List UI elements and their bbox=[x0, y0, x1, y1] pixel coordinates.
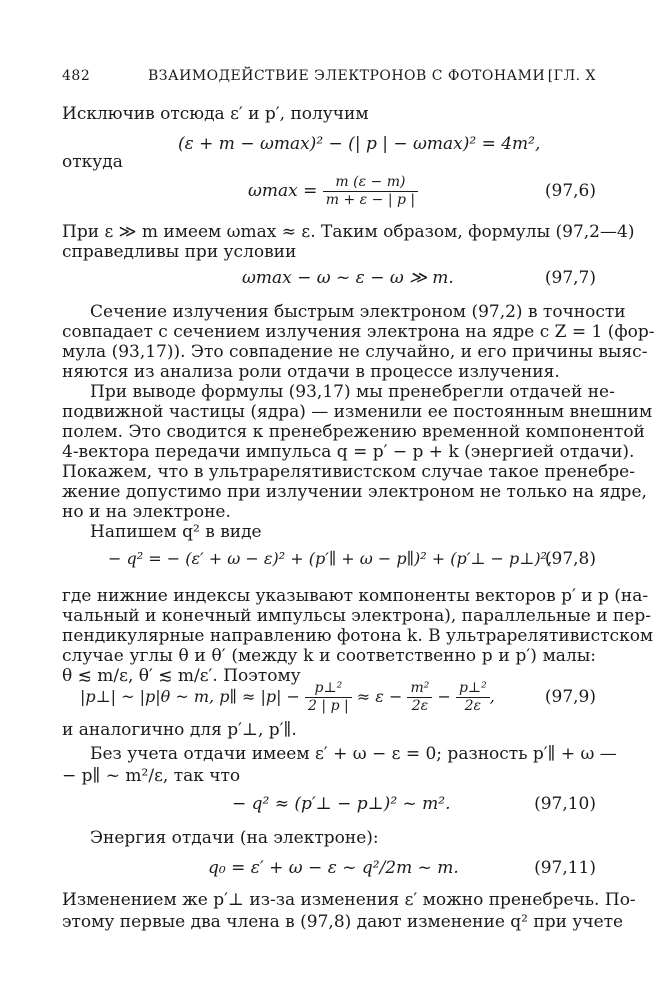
denominator: 2ε bbox=[456, 697, 490, 715]
text-line: Исключив отсюда ε′ и p′, получим bbox=[62, 104, 369, 124]
text-line: мула (93,17)). Это совпадение не случайно, и его причины выяс- bbox=[62, 342, 648, 362]
equation-97-10: − q² ≈ (p′⊥ − p⊥)² ~ m². bbox=[232, 794, 451, 814]
text-line: − p∥ ~ m²/ε, так что bbox=[62, 766, 241, 786]
equation-number: (97,6) bbox=[544, 181, 596, 201]
eq-part: − bbox=[437, 687, 451, 706]
text-line: совпадает с сечением излучения электрона на ядре с Z = 1 (фор- bbox=[62, 322, 655, 342]
equation-number: (97,9) bbox=[544, 687, 596, 707]
equation-97-11: q₀ = ε′ + ω − ε ~ q²/2m ~ m. bbox=[208, 858, 459, 878]
equation-97-8: − q² = − (ε′ + ω − ε)² + (p′∥ + ω − p∥)² + (p′⊥ − p⊥)², bbox=[108, 549, 553, 568]
text-line: Сечение излучения быстрым электроном (97,2) в точности bbox=[90, 302, 626, 322]
running-title: ВЗАИМОДЕЙСТВИЕ ЭЛЕКТРОНОВ С ФОТОНАМИ bbox=[148, 68, 546, 84]
chapter-label: [ГЛ. X bbox=[547, 68, 596, 84]
text-line: 4-вектора передачи импульса q = p′ − p + k (энергией отдачи). bbox=[62, 442, 635, 462]
text-line: няются из анализа роли отдачи в процессе излучения. bbox=[62, 362, 560, 382]
text-line: и аналогично для p′⊥, p′∥. bbox=[62, 720, 297, 740]
equation-number: (97,11) bbox=[534, 858, 596, 878]
text-line: этому первые два члена в (97,8) дают изменение q² при учете bbox=[62, 912, 624, 932]
numerator: p⊥² bbox=[458, 680, 487, 696]
fraction bbox=[305, 680, 352, 715]
equation-number: (97,10) bbox=[534, 794, 596, 814]
fraction bbox=[407, 680, 432, 715]
equation-number: (97,7) bbox=[544, 268, 596, 288]
text-line: но и на электроне. bbox=[62, 502, 231, 522]
page-number: 482 bbox=[62, 68, 91, 84]
fraction bbox=[456, 680, 490, 715]
denominator: 2ε bbox=[407, 697, 432, 715]
equation-97-7: ωmax − ω ~ ε − ω ≫ m. bbox=[242, 268, 454, 288]
text-line: полем. Это сводится к пренебрежению временной компонентой bbox=[62, 422, 645, 442]
text-line: Напишем q² в виде bbox=[90, 522, 262, 542]
text-line: Энергия отдачи (на электроне): bbox=[90, 828, 379, 848]
fraction bbox=[323, 174, 418, 209]
equation-number: (97,8) bbox=[544, 549, 596, 569]
equation-97-6 bbox=[248, 172, 418, 210]
denominator: 2 | p | bbox=[305, 697, 352, 715]
numerator: p⊥² bbox=[314, 680, 343, 696]
eq-lhs: ωmax = bbox=[248, 181, 318, 201]
text-line: случае углы θ и θ′ (между k и соответственно p и p′) малы: bbox=[62, 646, 596, 666]
text-line: подвижной частицы (ядра) — изменили ее постоянным внешним bbox=[62, 402, 653, 422]
text-line: жение допустимо при излучении электроном не только на ядре, bbox=[62, 482, 647, 502]
eq-part: ≈ ε − bbox=[356, 687, 403, 706]
text-line: справедливы при условии bbox=[62, 242, 297, 262]
text-line: Покажем, что в ультрарелятивистском случае такое пренебре- bbox=[62, 462, 635, 482]
text-line: θ ≲ m/ε, θ′ ≲ m/ε′. Поэтому bbox=[62, 666, 301, 686]
denominator: m + ε − | p | bbox=[323, 191, 418, 209]
numerator: m (ε − m) bbox=[335, 174, 406, 190]
equation-97-9: |p⊥| ~ |p|θ ~ m, p∥ ≈ |p| − $\frac{\text{p⊥²}}{2 | p |}$ ≈ ε − $\frac{\text{m²}}{2\varepsilon}$ − $\frac{\text{p⊥²}}{2\varepsilon}$ , bbox=[80, 680, 495, 714]
text-line: Изменением же p′⊥ из-за изменения ε′ можно пренебречь. По- bbox=[62, 890, 636, 910]
text-line: При ε ≫ m имеем ωmax ≈ ε. Таким образом, формулы (97,2—4) bbox=[62, 222, 635, 242]
text-line: При выводе формулы (93,17) мы пренебрегли отдачей не- bbox=[90, 382, 615, 402]
text-line: чальный и конечный импульсы электрона), параллельные и пер- bbox=[62, 606, 651, 626]
equation-unnumbered: (ε + m − ωmax)² − (| p | − ωmax)² = 4m², bbox=[178, 134, 541, 154]
text-line: пендикулярные направлению фотона k. В ультрарелятивистском bbox=[62, 626, 654, 646]
eq-part: |p⊥| ~ |p|θ ~ m, p∥ ≈ |p| − bbox=[80, 687, 300, 706]
numerator: m² bbox=[410, 680, 430, 696]
text-line: Без учета отдачи имеем ε′ + ω − ε = 0; разность p′∥ + ω — bbox=[90, 744, 617, 764]
text-line: откуда bbox=[62, 152, 123, 172]
text-line: где нижние индексы указывают компоненты векторов p′ и p (на- bbox=[62, 586, 649, 606]
